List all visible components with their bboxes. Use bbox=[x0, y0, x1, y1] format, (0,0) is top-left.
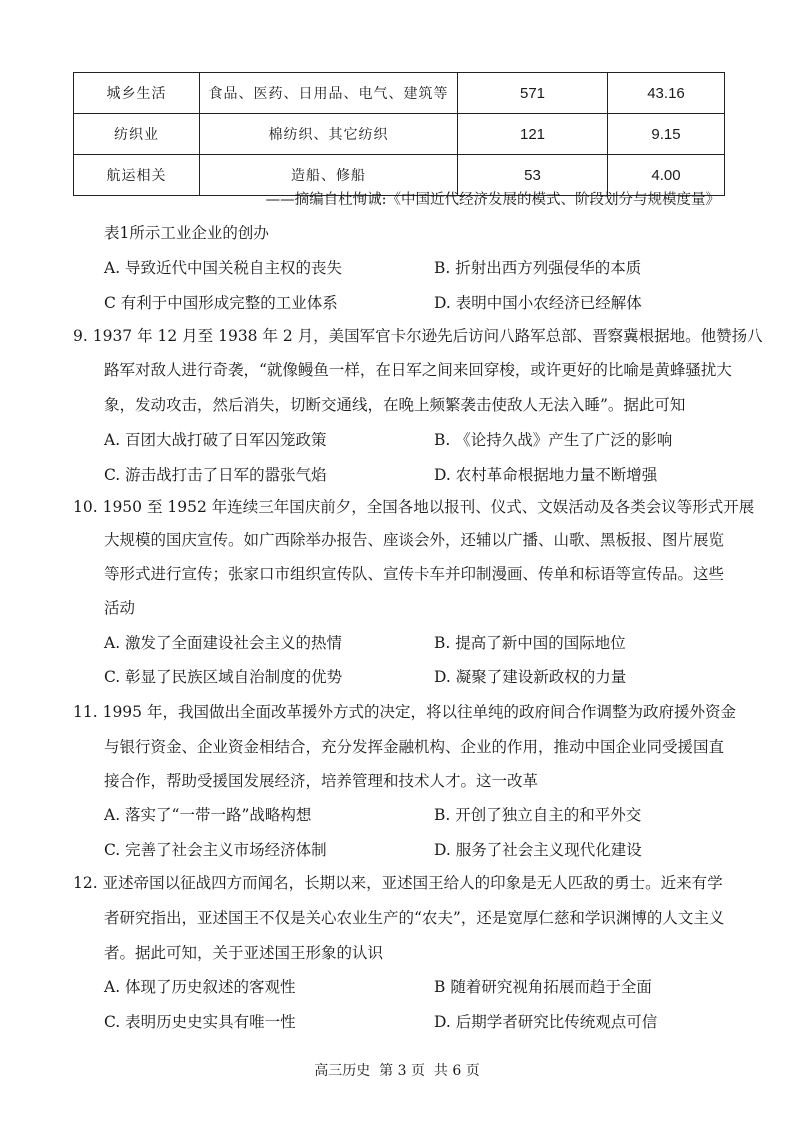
q9-option-b: B. 《论持久战》产生了广泛的影响 bbox=[434, 431, 673, 449]
q9-stem-line: 象，发动攻击，然后消失，切断交通线，在晚上频繁袭击使敌人无法入睡”。据此可知 bbox=[104, 396, 686, 414]
q11-option-a: A. 落实了“一带一路”战略构想 bbox=[104, 806, 312, 824]
q8-option-a: A. 导致近代中国关税自主权的丧失 bbox=[104, 259, 343, 277]
q8-option-d: D. 表明中国小农经济已经解体 bbox=[434, 294, 642, 312]
table-cell-percent: 43.16 bbox=[608, 73, 725, 114]
enterprise-table bbox=[73, 72, 725, 196]
q12-stem-line: 12. 亚述帝国以征战四方而闻名，长期以来，亚述国王给人的印象是无人匹敌的勇士。近来有学 bbox=[73, 874, 723, 892]
q12-stem-line: 者研究指出，亚述国王不仅是关心农业生产的“农夫”，还是宽厚仁慈和学识渊博的人文主义 bbox=[104, 909, 725, 927]
q9-option-c: C. 游击战打击了日军的嚣张气焰 bbox=[104, 466, 327, 484]
q9-stem-line: 9. 1937 年 12 月至 1938 年 2 月，美国军官卡尔逊先后访问八路军总部、晋察冀根据地。他赞扬八 bbox=[73, 327, 763, 345]
table-cell-count: 571 bbox=[458, 73, 608, 114]
q12-option-a: A. 体现了历史叙述的客观性 bbox=[104, 978, 296, 996]
q10-option-a: A. 激发了全面建设社会主义的热情 bbox=[104, 634, 343, 652]
table-cell-percent: 4.00 bbox=[608, 155, 725, 196]
table-cell-count: 121 bbox=[458, 114, 608, 155]
q10-option-d: D. 凝聚了建设新政权的力量 bbox=[434, 668, 627, 686]
q9-stem-line: 路军对敌人进行奇袭，“就像鳗鱼一样，在日军之间来回穿梭，或许更好的比喻是黄蜂骚扰大 bbox=[104, 361, 732, 379]
q12-option-b: B 随着研究视角拓展而趋于全面 bbox=[434, 978, 652, 996]
q10-stem-line: 等形式进行宣传；张家口市组织宣传队、宣传卡车并印制漫画、传单和标语等宣传品。这些 bbox=[104, 565, 725, 583]
q11-stem-line: 接合作，帮助受援国发展经济，培养管理和技术人才。这一改革 bbox=[104, 772, 539, 790]
table-cell-percent: 9.15 bbox=[608, 114, 725, 155]
q11-stem-line: 与银行资金、企业资金相结合，充分发挥金融机构、企业的作用，推动中国企业同受援国直 bbox=[104, 738, 725, 756]
q10-stem-line: 活动 bbox=[104, 599, 136, 617]
table-row bbox=[74, 73, 725, 114]
q8-option-c: C 有利于中国形成完整的工业体系 bbox=[104, 294, 338, 312]
table-cell-category: 城乡生活 bbox=[74, 73, 200, 114]
q8-option-b: B. 折射出西方列强侵华的本质 bbox=[434, 259, 642, 277]
q11-option-d: D. 服务了社会主义现代化建设 bbox=[434, 841, 642, 859]
q10-option-c: C. 彰显了民族区域自治制度的优势 bbox=[104, 668, 343, 686]
q10-option-b: B. 提高了新中国的国际地位 bbox=[434, 634, 626, 652]
table-row bbox=[74, 114, 725, 155]
q10-stem-line: 大规模的国庆宣传。如广西除举办报告、座谈会外，还辅以广播、山歌、黑板报、图片展览 bbox=[104, 531, 725, 549]
q8-stem: 表1所示工业企业的创办 bbox=[104, 224, 269, 242]
q10-stem-line: 10. 1950 至 1952 年连续三年国庆前夕，全国各地以报刊、仪式、文娱活动及各类会议等形式开展 bbox=[73, 498, 755, 516]
q9-option-a: A. 百团大战打破了日军囚笼政策 bbox=[104, 431, 327, 449]
table-cell-items: 造船、修船 bbox=[200, 155, 458, 196]
page-footer: 高三历史 第 3 页 共 6 页 bbox=[314, 1063, 480, 1079]
table-cell-category: 纺织业 bbox=[74, 114, 200, 155]
q11-option-c: C. 完善了社会主义市场经济体制 bbox=[104, 841, 327, 859]
q9-option-d: D. 农村革命根据地力量不断增强 bbox=[434, 466, 658, 484]
table-cell-items: 棉纺织、其它纺织 bbox=[200, 114, 458, 155]
table-cell-category: 航运相关 bbox=[74, 155, 200, 196]
table-cell-count: 53 bbox=[458, 155, 608, 196]
q11-option-b: B. 开创了独立自主的和平外交 bbox=[434, 806, 642, 824]
table-cell-items: 食品、医药、日用品、电气、建筑等 bbox=[200, 73, 458, 114]
q12-stem-line: 者。据此可知，关于亚述国王形象的认识 bbox=[104, 944, 384, 962]
q11-stem-line: 11. 1995 年，我国做出全面改革援外方式的决定，将以往单纯的政府间合作调整为政府援外资金 bbox=[73, 703, 736, 721]
q12-option-d: D. 后期学者研究比传统观点可信 bbox=[434, 1013, 658, 1031]
q12-option-c: C. 表明历史史实具有唯一性 bbox=[104, 1013, 296, 1031]
table-source-citation: ——摘编自杜恂诚:《中国近代经济发展的模式、阶段划分与规模度量》 bbox=[265, 192, 720, 208]
